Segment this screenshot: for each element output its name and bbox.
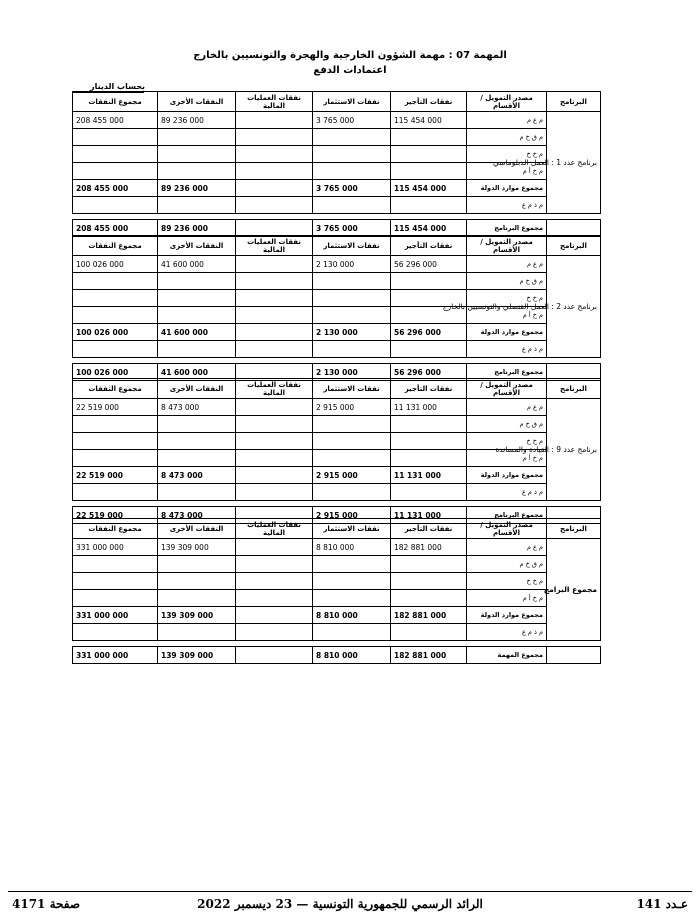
- cell-investment: [313, 163, 391, 180]
- program-table-1: [72, 91, 601, 237]
- cell-salaries: [391, 341, 467, 358]
- cell-investment: 3 765 000: [313, 180, 391, 197]
- program-empty-cell: [547, 220, 601, 237]
- cell-other: [158, 624, 236, 641]
- cell-investment: [313, 624, 391, 641]
- cell-financial: [236, 256, 313, 273]
- header-investment: نفقات الاستثمار: [313, 92, 391, 112]
- cell-other: [158, 450, 236, 467]
- cell-financial: [236, 607, 313, 624]
- cell-salaries: 115 454 000: [391, 220, 467, 237]
- programs-total-table: [72, 518, 601, 664]
- header-financial: نفقات العمليات المالية: [236, 379, 313, 399]
- cell-total: [73, 307, 158, 324]
- cell-salaries: 115 454 000: [391, 180, 467, 197]
- table-row: [73, 624, 601, 641]
- mission-title: المهمة 07 : مهمة الشؤون الخارجية والهجرة والتونسيين بالخارج: [193, 50, 507, 61]
- cell-total: [73, 450, 158, 467]
- source-label: م ع م: [467, 256, 547, 273]
- program-name: مجموع البرامج: [547, 539, 601, 641]
- header-program: البرنامج: [547, 379, 601, 399]
- header-investment: نفقات الاستثمار: [313, 236, 391, 256]
- cell-financial: [236, 556, 313, 573]
- cell-other: 89 236 000: [158, 180, 236, 197]
- cell-financial: [236, 399, 313, 416]
- cell-salaries: 115 454 000: [391, 112, 467, 129]
- source-label: مجموع موارد الدولة: [467, 324, 547, 341]
- cell-other: [158, 307, 236, 324]
- header-source: مصدر التمويل / الأقسام: [467, 519, 547, 539]
- cell-financial: [236, 273, 313, 290]
- cell-investment: [313, 129, 391, 146]
- cell-other: [158, 433, 236, 450]
- header-salaries: نفقات التأجير: [391, 519, 467, 539]
- cell-total: [73, 341, 158, 358]
- cell-salaries: 56 296 000: [391, 324, 467, 341]
- header-salaries: نفقات التأجير: [391, 236, 467, 256]
- cell-salaries: 11 131 000: [391, 507, 467, 524]
- source-label: م خ أ م: [467, 590, 547, 607]
- cell-salaries: [391, 450, 467, 467]
- source-label: م خ أ م: [467, 163, 547, 180]
- cell-total: [73, 146, 158, 163]
- source-label: م ذ م ع: [467, 341, 547, 358]
- cell-salaries: 182 881 000: [391, 647, 467, 664]
- cell-investment: [313, 484, 391, 501]
- program-name: برنامج عدد 1 : العمل الدبلوماسي: [547, 112, 601, 214]
- cell-investment: 2 130 000: [313, 364, 391, 381]
- header-total: مجموع النفقات: [73, 519, 158, 539]
- cell-total: 208 455 000: [73, 112, 158, 129]
- source-label: مجموع موارد الدولة: [467, 180, 547, 197]
- cell-financial: [236, 341, 313, 358]
- source-label: م خ خ: [467, 290, 547, 307]
- table-row: [73, 180, 601, 197]
- table-row: [73, 590, 601, 607]
- table-row: [73, 573, 601, 590]
- cell-salaries: [391, 197, 467, 214]
- cell-financial: [236, 539, 313, 556]
- source-label: م ق خ م: [467, 416, 547, 433]
- table-row: [73, 341, 601, 358]
- source-label: م ق خ م: [467, 273, 547, 290]
- source-label: م ع م: [467, 539, 547, 556]
- cell-investment: [313, 341, 391, 358]
- cell-financial: [236, 450, 313, 467]
- cell-total: [73, 197, 158, 214]
- table-header-row: [73, 236, 601, 256]
- cell-salaries: [391, 624, 467, 641]
- header-program: البرنامج: [547, 92, 601, 112]
- cell-investment: [313, 146, 391, 163]
- cell-investment: [313, 590, 391, 607]
- cell-investment: [313, 556, 391, 573]
- table-row: [73, 112, 601, 129]
- cell-other: 139 309 000: [158, 647, 236, 664]
- gazette-title: الرائد الرسمي للجمهورية التونسية — 23 ديسمبر 2022: [197, 897, 483, 911]
- source-label: م ذ م ع: [467, 484, 547, 501]
- cell-salaries: 182 881 000: [391, 607, 467, 624]
- table-row: [73, 220, 601, 237]
- cell-salaries: 11 131 000: [391, 467, 467, 484]
- cell-financial: [236, 220, 313, 237]
- cell-other: 89 236 000: [158, 112, 236, 129]
- source-label: م ذ م ع: [467, 197, 547, 214]
- cell-salaries: [391, 573, 467, 590]
- cell-total: 331 000 000: [73, 607, 158, 624]
- header-program: البرنامج: [547, 519, 601, 539]
- cell-other: [158, 484, 236, 501]
- cell-other: [158, 163, 236, 180]
- cell-financial: [236, 624, 313, 641]
- header-source: مصدر التمويل / الأقسام: [467, 236, 547, 256]
- table-row: [73, 416, 601, 433]
- program-name: برنامج عدد 2 : العمل القنصلي والتونسيين بالخارج: [547, 256, 601, 358]
- cell-total: 208 455 000: [73, 220, 158, 237]
- cell-other: [158, 416, 236, 433]
- cell-total: [73, 129, 158, 146]
- cell-financial: [236, 647, 313, 664]
- header-financial: نفقات العمليات المالية: [236, 519, 313, 539]
- cell-total: [73, 433, 158, 450]
- cell-financial: [236, 484, 313, 501]
- header-total: مجموع النفقات: [73, 236, 158, 256]
- table-row: [73, 467, 601, 484]
- cell-other: [158, 341, 236, 358]
- cell-total: 208 455 000: [73, 180, 158, 197]
- cell-financial: [236, 129, 313, 146]
- footer-rule: [8, 891, 692, 892]
- cell-investment: [313, 573, 391, 590]
- source-label: م ع م: [467, 399, 547, 416]
- table-row: [73, 647, 601, 664]
- cell-other: [158, 590, 236, 607]
- issue-number: عـدد 141: [636, 897, 688, 911]
- cell-salaries: [391, 484, 467, 501]
- header-other: النفقات الأخرى: [158, 92, 236, 112]
- table-row: [73, 129, 601, 146]
- table-row: [73, 256, 601, 273]
- cell-salaries: [391, 163, 467, 180]
- source-label: مجموع البرنامج: [467, 507, 547, 524]
- header-total: مجموع النفقات: [73, 92, 158, 112]
- cell-total: [73, 416, 158, 433]
- cell-other: [158, 290, 236, 307]
- cell-financial: [236, 112, 313, 129]
- cell-salaries: [391, 433, 467, 450]
- page-number: صفحة 4171: [12, 897, 81, 911]
- cell-total: 22 519 000: [73, 399, 158, 416]
- cell-investment: [313, 307, 391, 324]
- source-label: م ذ م ع: [467, 624, 547, 641]
- cell-investment: 8 810 000: [313, 539, 391, 556]
- cell-investment: 3 765 000: [313, 112, 391, 129]
- cell-investment: [313, 450, 391, 467]
- cell-salaries: 11 131 000: [391, 399, 467, 416]
- cell-investment: 2 130 000: [313, 324, 391, 341]
- table-header-row: [73, 519, 601, 539]
- cell-other: 41 600 000: [158, 364, 236, 381]
- cell-financial: [236, 416, 313, 433]
- cell-total: [73, 556, 158, 573]
- cell-total: 100 026 000: [73, 256, 158, 273]
- cell-financial: [236, 197, 313, 214]
- cell-salaries: [391, 129, 467, 146]
- table-header-row: [73, 379, 601, 399]
- header-investment: نفقات الاستثمار: [313, 519, 391, 539]
- cell-other: 89 236 000: [158, 220, 236, 237]
- header-salaries: نفقات التأجير: [391, 92, 467, 112]
- cell-other: [158, 556, 236, 573]
- cell-other: 8 473 000: [158, 507, 236, 524]
- cell-other: 41 600 000: [158, 256, 236, 273]
- source-label: م ع م: [467, 112, 547, 129]
- cell-financial: [236, 146, 313, 163]
- source-label: م خ خ: [467, 573, 547, 590]
- cell-investment: 3 765 000: [313, 220, 391, 237]
- cell-salaries: 182 881 000: [391, 539, 467, 556]
- header-program: البرنامج: [547, 236, 601, 256]
- cell-other: [158, 573, 236, 590]
- cell-financial: [236, 163, 313, 180]
- program-table-9: [72, 378, 601, 524]
- table-header-row: [73, 92, 601, 112]
- cell-financial: [236, 573, 313, 590]
- cell-salaries: [391, 416, 467, 433]
- cell-financial: [236, 324, 313, 341]
- source-label: مجموع موارد الدولة: [467, 467, 547, 484]
- cell-other: 139 309 000: [158, 607, 236, 624]
- cell-salaries: 56 296 000: [391, 364, 467, 381]
- source-label: م خ خ: [467, 433, 547, 450]
- cell-investment: 8 810 000: [313, 647, 391, 664]
- header-other: النفقات الأخرى: [158, 379, 236, 399]
- program-name: برنامج عدد 9 : القيادة والمساندة: [547, 399, 601, 501]
- cell-financial: [236, 307, 313, 324]
- source-label: م خ أ م: [467, 307, 547, 324]
- cell-investment: 2 915 000: [313, 467, 391, 484]
- header-source: مصدر التمويل / الأقسام: [467, 379, 547, 399]
- cell-other: [158, 129, 236, 146]
- table-row: [73, 399, 601, 416]
- table-row: [73, 197, 601, 214]
- cell-total: 22 519 000: [73, 507, 158, 524]
- program-table-2: [72, 235, 601, 381]
- cell-salaries: [391, 273, 467, 290]
- table-row: [73, 539, 601, 556]
- source-label: م ق خ م: [467, 556, 547, 573]
- source-label: م ق خ م: [467, 129, 547, 146]
- cell-total: 331 000 000: [73, 539, 158, 556]
- source-label: م خ خ: [467, 146, 547, 163]
- cell-total: [73, 573, 158, 590]
- cell-financial: [236, 180, 313, 197]
- cell-total: [73, 624, 158, 641]
- header-total: مجموع النفقات: [73, 379, 158, 399]
- header-financial: نفقات العمليات المالية: [236, 236, 313, 256]
- cell-total: [73, 163, 158, 180]
- table-row: [73, 324, 601, 341]
- cell-total: [73, 290, 158, 307]
- cell-investment: [313, 273, 391, 290]
- cell-investment: 2 915 000: [313, 399, 391, 416]
- header-other: النفقات الأخرى: [158, 236, 236, 256]
- cell-total: [73, 484, 158, 501]
- source-label: مجموع موارد الدولة: [467, 607, 547, 624]
- header-salaries: نفقات التأجير: [391, 379, 467, 399]
- cell-financial: [236, 590, 313, 607]
- cell-investment: [313, 197, 391, 214]
- table-row: [73, 607, 601, 624]
- header-financial: نفقات العمليات المالية: [236, 92, 313, 112]
- cell-total: [73, 590, 158, 607]
- table-row: [73, 484, 601, 501]
- table-row: [73, 556, 601, 573]
- cell-other: 41 600 000: [158, 324, 236, 341]
- table-row: [73, 273, 601, 290]
- cell-salaries: [391, 556, 467, 573]
- cell-financial: [236, 433, 313, 450]
- cell-investment: [313, 290, 391, 307]
- cell-other: 8 473 000: [158, 399, 236, 416]
- source-label: م خ أ م: [467, 450, 547, 467]
- cell-investment: 8 810 000: [313, 607, 391, 624]
- cell-total: 331 000 000: [73, 647, 158, 664]
- header-other: النفقات الأخرى: [158, 519, 236, 539]
- cell-total: 100 026 000: [73, 364, 158, 381]
- cell-financial: [236, 290, 313, 307]
- source-label: مجموع المهمة: [467, 647, 547, 664]
- cell-salaries: 56 296 000: [391, 256, 467, 273]
- cell-salaries: [391, 590, 467, 607]
- cell-total: 22 519 000: [73, 467, 158, 484]
- section-subtitle: اعتمادات الدفع: [313, 65, 387, 76]
- cell-other: [158, 273, 236, 290]
- cell-other: [158, 197, 236, 214]
- source-label: مجموع البرنامج: [467, 364, 547, 381]
- cell-investment: 2 130 000: [313, 256, 391, 273]
- cell-total: [73, 273, 158, 290]
- cell-total: 100 026 000: [73, 324, 158, 341]
- cell-other: [158, 146, 236, 163]
- source-label: مجموع البرنامج: [467, 220, 547, 237]
- cell-other: 139 309 000: [158, 539, 236, 556]
- cell-salaries: [391, 146, 467, 163]
- cell-investment: [313, 416, 391, 433]
- cell-investment: [313, 433, 391, 450]
- cell-other: 8 473 000: [158, 467, 236, 484]
- cell-investment: 2 915 000: [313, 507, 391, 524]
- program-empty-cell: [547, 647, 601, 664]
- header-investment: نفقات الاستثمار: [313, 379, 391, 399]
- header-source: مصدر التمويل / الأقسام: [467, 92, 547, 112]
- cell-financial: [236, 467, 313, 484]
- currency-unit-label: بحساب الدينار: [90, 82, 145, 91]
